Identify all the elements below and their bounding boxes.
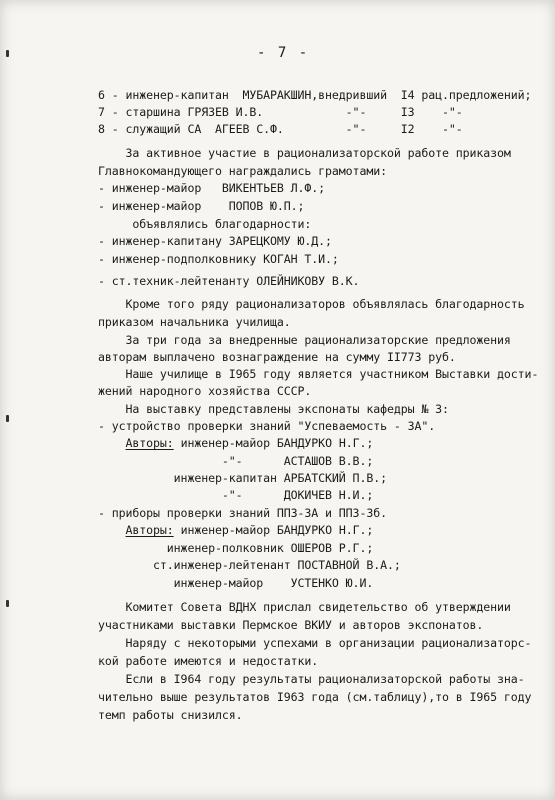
text-line: Авторы: инженер-майор БАНДУРКО Н.Г.; xyxy=(125,436,374,450)
text-line: ст.инженер-лейтенант ПОСТАВНОЙ В.А.; xyxy=(98,558,401,572)
text-line: Кроме того ряду рационализаторов объявлялась благодарность xyxy=(98,297,525,311)
text-line: инженер-майор УСТЕНКО Ю.И. xyxy=(98,576,374,590)
text-line: Главнокомандующего награждались грамотами: xyxy=(98,164,387,178)
text-line: инженер-капитан АРБАТСКИЙ П.В.; xyxy=(98,471,387,485)
text-line: За три года за внедренные рационализаторские предложения xyxy=(98,333,511,347)
text-line: За активное участие в рационализаторской работе приказом xyxy=(98,146,511,160)
text-line: Комитет Совета ВДНХ прислал свидетельство об утверждении xyxy=(98,600,511,614)
binder-hole-mark xyxy=(6,415,9,422)
text-line: Если в I964 году результаты рационализаторской работы зна- xyxy=(98,672,525,686)
text-line: объявлялись благодарности: xyxy=(98,217,312,231)
page-number: - 7 - xyxy=(257,45,310,61)
text-line: -"- АСТАШОВ В.В.; xyxy=(98,454,374,468)
text-line: участниками выставки Пермское ВКИУ и авторов экспонатов. xyxy=(98,618,484,632)
text-line: жений народного хозяйства СССР. xyxy=(98,384,312,398)
text-line: - инженер-подполковнику КОГАН Т.И.; xyxy=(98,252,339,266)
text-line: Авторы: инженер-майор БАНДУРКО Н.Г.; xyxy=(125,523,374,537)
text-line: -"- ДОКИЧЕВ Н.И.; xyxy=(98,488,374,502)
binder-hole-mark xyxy=(6,50,9,57)
award-line: 7 - старшина ГРЯЗЕВ И.В. -"- I3 -"- xyxy=(98,105,463,119)
text-line: Наряду с некоторыми успехами в организации рационализаторс- xyxy=(98,636,532,650)
text-line: - инженер-майор ВИКЕНТЬЕВ Л.Ф.; xyxy=(98,181,326,195)
text-line: На выставку представлены экспонаты кафедры № 3: xyxy=(98,402,449,416)
text-line: - инженер-майор ПОПОВ Ю.П.; xyxy=(98,199,305,213)
text-line: - инженер-капитану ЗАРЕЦКОМУ Ю.Д.; xyxy=(98,234,332,248)
award-line: 8 - служащий СА АГЕЕВ С.Ф. -"- I2 -"- xyxy=(98,122,463,136)
text-line: темп работы снизился. xyxy=(98,708,243,722)
text-line: авторам выплачено вознаграждение на сумму II773 руб. xyxy=(98,350,456,364)
text-line: чительно выше результатов I963 года (см.таблицу),то в I965 году xyxy=(98,690,532,704)
text-line: - ст.техник-лейтенанту ОЛЕЙНИКОВУ В.К. xyxy=(98,274,360,288)
text-line: инженер-полковник ОШЕРОВ Р.Г.; xyxy=(98,541,374,555)
award-line: 6 - инженер-капитан МУБАРАКШИН,внедривший I4 рац.предложений; xyxy=(98,88,532,102)
text-line: - приборы проверки знаний ППЗ-3А и ППЗ-3б. xyxy=(98,506,387,520)
text-line: Наше училище в I965 году является участником Выставки дости- xyxy=(98,367,539,381)
binder-hole-mark xyxy=(6,600,9,607)
text-line: кой работе имеются и недостатки. xyxy=(98,654,319,668)
text-line: приказом начальника училища. xyxy=(98,315,291,329)
text-line: - устройство проверки знаний "Успеваемость - 3А". xyxy=(98,419,436,433)
